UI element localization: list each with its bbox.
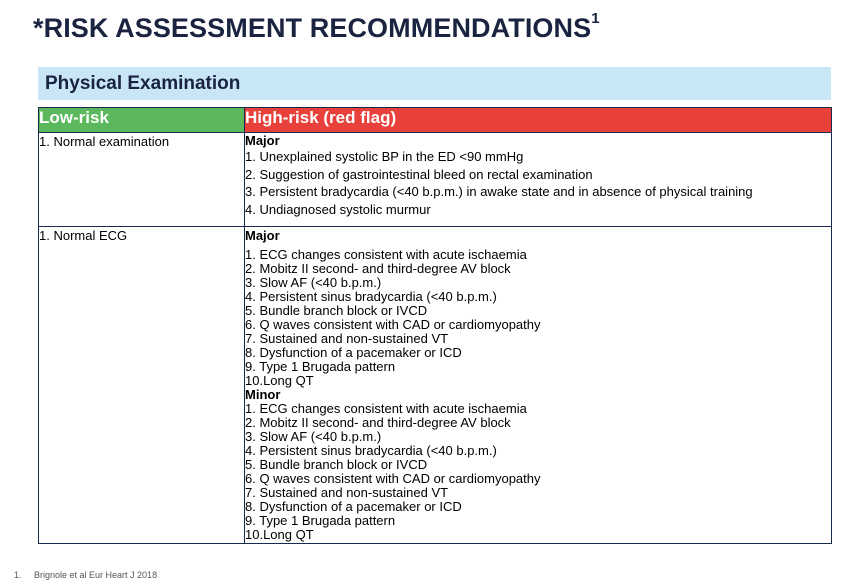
major-list: [245, 248, 831, 388]
list-item: 6. Q waves consistent with CAD or cardiomyopathy: [245, 317, 541, 332]
list-item: 3. Persistent bradycardia (<40 b.p.m.) in awake state and in absence of physical training: [245, 184, 753, 199]
list-item: 1. ECG changes consistent with acute ischaemia: [245, 247, 527, 262]
footnote-text: Brignole et al Eur Heart J 2018: [34, 570, 158, 580]
title-text: *RISK ASSESSMENT RECOMMENDATIONS: [33, 13, 592, 43]
minor-label: Minor: [245, 387, 281, 402]
list-item: 7. Sustained and non-sustained VT: [245, 485, 449, 500]
table-row-examination: [39, 133, 832, 227]
low-risk-cell: [39, 133, 245, 227]
risk-table: [38, 107, 832, 544]
low-risk-item: 1. Normal ECG: [39, 228, 128, 243]
list-item: 2. Mobitz II second- and third-degree AV block: [245, 415, 511, 430]
list-item: 5. Bundle branch block or IVCD: [245, 303, 428, 318]
list-item: 6. Q waves consistent with CAD or cardiomyopathy: [245, 471, 541, 486]
list-item: 3. Slow AF (<40 b.p.m.): [245, 429, 382, 444]
section-header: Physical Examination: [38, 67, 831, 100]
list-item: 1. ECG changes consistent with acute ischaemia: [245, 401, 527, 416]
list-item: 3. Slow AF (<40 b.p.m.): [245, 275, 382, 290]
high-risk-header: High-risk (red flag): [245, 108, 832, 133]
list-item: 4. Undiagnosed systolic murmur: [245, 201, 431, 217]
low-risk-cell: [39, 227, 245, 544]
list-item: 4. Persistent sinus bradycardia (<40 b.p.m.): [245, 443, 497, 458]
list-item: 4. Persistent sinus bradycardia (<40 b.p.m.): [245, 289, 497, 304]
list-item: 8. Dysfunction of a pacemaker or ICD: [245, 499, 462, 514]
high-risk-cell: [245, 133, 832, 227]
major-label: Major: [245, 228, 280, 243]
low-risk-header: Low-risk: [39, 108, 245, 133]
footnote: [14, 570, 157, 580]
list-item: 7. Sustained and non-sustained VT: [245, 331, 449, 346]
list-item: 1. Unexplained systolic BP in the ED <90 mmHg: [245, 149, 524, 164]
header-row: [39, 108, 832, 133]
major-list: [245, 148, 831, 218]
list-item: 9. Type 1 Brugada pattern: [245, 513, 396, 528]
list-item: 10.Long QT: [245, 527, 314, 542]
title-superscript: 1: [591, 10, 600, 27]
list-item: 2. Mobitz II second- and third-degree AV block: [245, 261, 511, 276]
low-risk-item: 1. Normal examination: [39, 134, 170, 149]
table-row-ecg: [39, 227, 832, 544]
list-item: 5. Bundle branch block or IVCD: [245, 457, 428, 472]
major-label: Major: [245, 133, 280, 148]
footnote-number: 1.: [14, 570, 22, 580]
list-item: 8. Dysfunction of a pacemaker or ICD: [245, 345, 462, 360]
high-risk-cell: [245, 227, 832, 544]
page-title: [33, 10, 600, 44]
list-item: 10.Long QT: [245, 373, 314, 388]
list-item: 2. Suggestion of gastrointestinal bleed on rectal examination: [245, 166, 593, 182]
minor-list: [245, 402, 831, 542]
list-item: 9. Type 1 Brugada pattern: [245, 359, 396, 374]
